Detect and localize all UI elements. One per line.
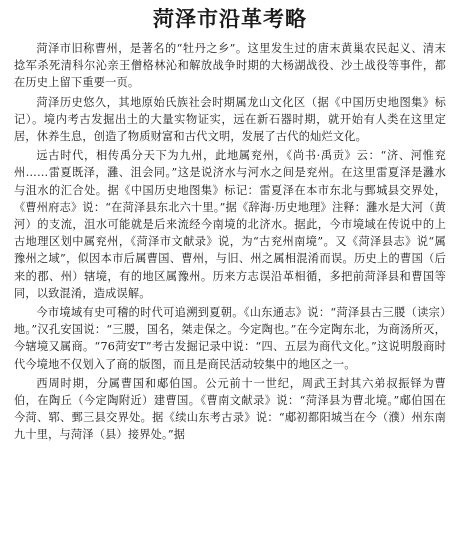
document-title: 菏泽市沿革考略 bbox=[153, 6, 307, 31]
paragraph-1: 菏泽市旧称曹州，是著名的“牡丹之乡”。这里发生过的唐末黄巢农民起义、清末捻军杀死清科尔沁亲王僧格林沁和解放战争时期的大杨湖战役、沙土战役等事件，都在历史上留下重要一页。 bbox=[14, 42, 446, 90]
paragraph-3: 远古时代，相传禹分天下为九州，此地属兖州，《尚书·禹贡》云：“济、河惟兖州……雷夏既泽，灉、沮会同。”这是说济水与河水之间是兖州。在这里雷夏泽是灉水与沮水的汇合处。据《中国历史地图集》标记：雷夏泽在本市东北与鄄城县交界处，《曹州府志》说：“在菏泽县东北六十里。”据《辞海·历史地理》注释：灉水是大河（黄河）的支流，沮水可能就是后来流经今南境的北济水。据此，今市境域在传说中的上古地理区划中属兖州，《菏泽市文献录》说，为“古兖州南境”。又《菏泽县志》说“属豫州之域”，似因本市后属曹国、曹州，与旧、州之属相混淆而误。历史上的曹国（后来的郡、州）辖境，有的地区属豫州。历来方志误沿革相循，多把前菏泽县和曹国等同，以致混淆，造成误解。 bbox=[14, 149, 446, 300]
paragraph-2: 菏泽历史悠久，其地原始氏族社会时期属龙山文化区（据《中国历史地图集》标记）。境内考古发掘出土的大量实物证实，远在新石器时期，就开始有人类在这里定居，休养生息，创造了物质财富和古代文明，发展了古代的灿烂文化。 bbox=[14, 95, 446, 144]
paragraph-4: 今市境域有史可稽的时代可追溯到夏朝。《山东通志》说：“菏泽县古三朡（读宗）地。”汉孔安国说：“三朡，国名，桀走保之。今定陶也。”在今定陶东北，为商汤所灭，今辖境又属商。“76菏安T”考古发掘记录中说：“四、五层为商代文化。”这说明殷商时代今境地不仅划入了商的版图，而且是商民活动较集中的地区之一。 bbox=[14, 306, 446, 371]
paragraph-5: 西周时期，分属曹国和郕伯国。公元前十一世纪，周武王封其六弟叔振铎为曹伯，在陶丘（今定陶附近）建曹国。《曹南文献录》说：“菏泽县为曹北境。”郕伯国在今菏、郓、鄄三县交界处。据《续山东考古录》说：“郕初都阳城当在今（濮）州东南九十里，与菏泽（县）接界处。”据 bbox=[14, 376, 446, 442]
